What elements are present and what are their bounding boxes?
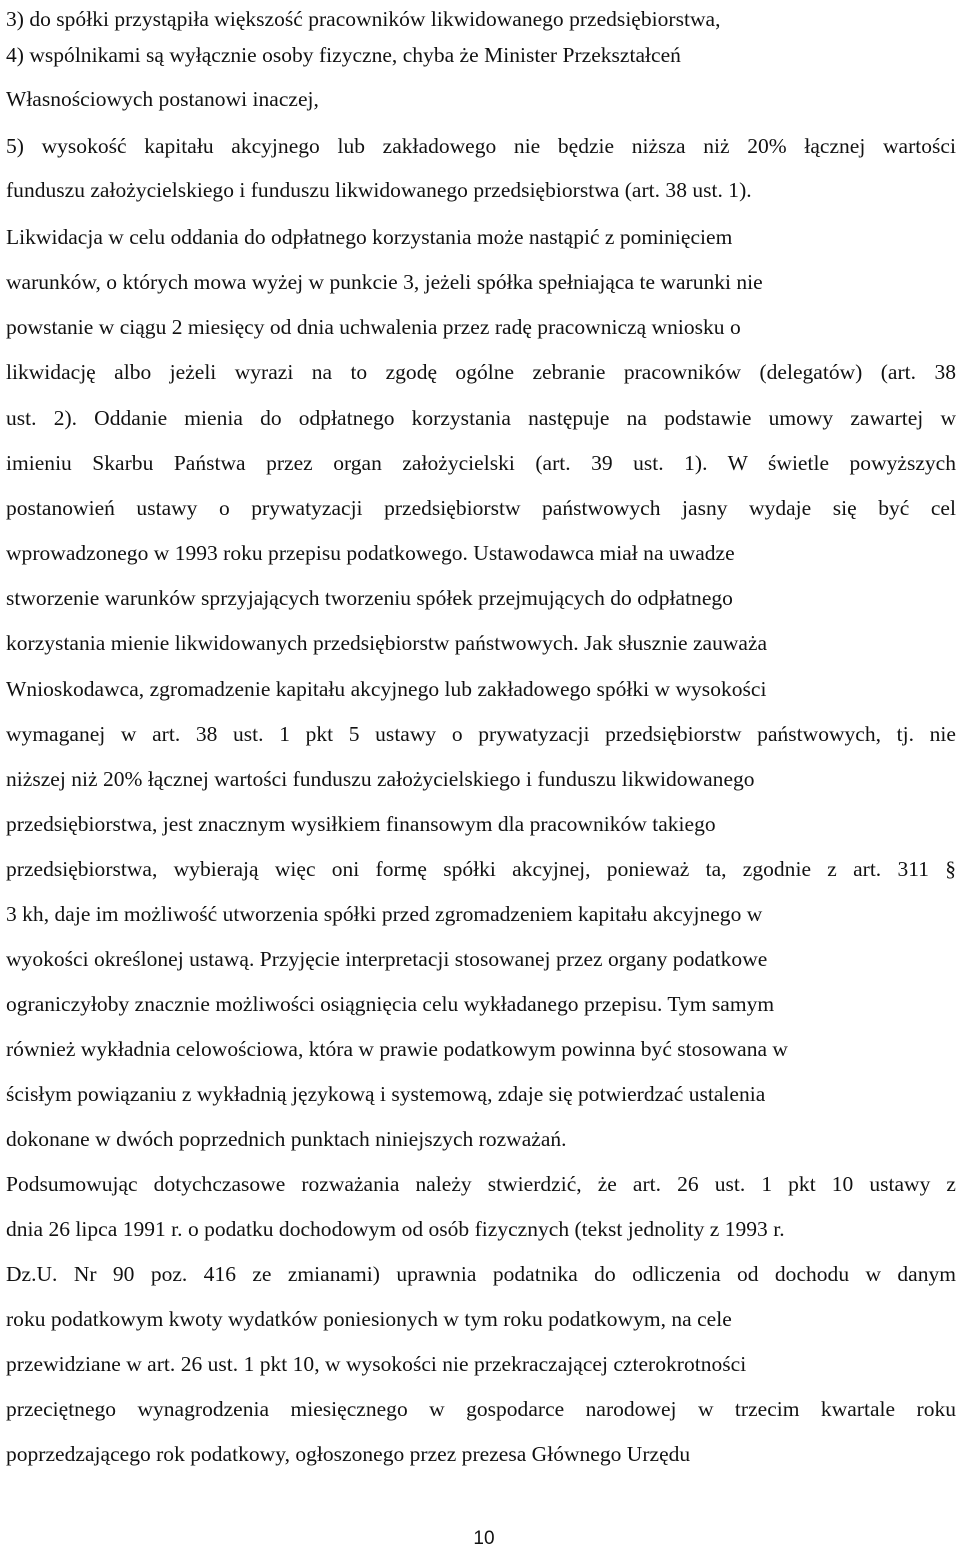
text-line: dokonane w dwóch poprzednich punktach niniejszych rozważań.	[6, 1127, 567, 1151]
page-number: 10	[473, 1528, 495, 1549]
text-line: Wnioskodawca, zgromadzenie kapitału akcyjnego lub zakładowego spółki w wysokości	[6, 677, 767, 701]
text-line: powstanie w ciągu 2 miesięcy od dnia uchwalenia przez radę pracowniczą wniosku o	[6, 315, 741, 339]
text-line: roku podatkowym kwoty wydatków poniesionych w tym roku podatkowym, na cele	[6, 1307, 732, 1331]
text-line: 4) wspólnikami są wyłącznie osoby fizyczne, chyba że Minister Przekształceń	[6, 43, 681, 67]
text-line: warunków, o których mowa wyżej w punkcie 3, jeżeli spółka spełniająca te warunki nie	[6, 270, 763, 294]
text-line: przedsiębiorstwa, wybierają więc oni formę spółki akcyjnej, ponieważ ta, zgodnie z art. 311 §	[6, 857, 956, 881]
text-line: stworzenie warunków sprzyjających tworzeniu spółek przejmujących do odpłatnego	[6, 586, 733, 610]
text-line: dnia 26 lipca 1991 r. o podatku dochodowym od osób fizycznych (tekst jednolity z 1993 r.	[6, 1217, 785, 1241]
text-line: Likwidacja w celu oddania do odpłatnego korzystania może nastąpić z pominięciem	[6, 225, 733, 249]
text-line: 5) wysokość kapitału akcyjnego lub zakładowego nie będzie niższa niż 20% łącznej wartości	[6, 134, 956, 158]
text-line: ust. 2). Oddanie mienia do odpłatnego korzystania następuje na podstawie umowy zawartej w	[6, 406, 956, 430]
text-line: Własnościowych postanowi inaczej,	[6, 87, 319, 111]
text-line: ścisłym powiązaniu z wykładnią językową i systemową, zdaje się potwierdzać ustalenia	[6, 1082, 766, 1106]
text-line: 3) do spółki przystąpiła większość pracowników likwidowanego przedsiębiorstwa,	[6, 7, 721, 31]
text-line: Dz.U. Nr 90 poz. 416 ze zmianami) uprawnia podatnika do odliczenia od dochodu w danym	[6, 1262, 956, 1286]
text-line: korzystania mienie likwidowanych przedsiębiorstw państwowych. Jak słusznie zauważa	[6, 631, 768, 655]
text-line: Podsumowując dotychczasowe rozważania należy stwierdzić, że art. 26 ust. 1 pkt 10 ustawy z	[6, 1172, 956, 1196]
text-line: likwidację albo jeżeli wyrazi na to zgodę ogólne zebranie pracowników (delegatów) (art. 38	[6, 360, 956, 384]
text-line: wyokości określonej ustawą. Przyjęcie interpretacji stosowanej przez organy podatkowe	[6, 947, 768, 971]
text-line: postanowień ustawy o prywatyzacji przedsiębiorstw państwowych jasny wydaje się być cel	[6, 496, 956, 520]
text-line: funduszu założycielskiego i funduszu likwidowanego przedsiębiorstwa (art. 38 ust. 1).	[6, 178, 752, 202]
text-line: niższej niż 20% łącznej wartości funduszu założycielskiego i funduszu likwidowanego	[6, 767, 755, 791]
text-line: wprowadzonego w 1993 roku przepisu podatkowego. Ustawodawca miał na uwadze	[6, 541, 735, 565]
text-line: 3 kh, daje im możliwość utworzenia spółki przed zgromadzeniem kapitału akcyjnego w	[6, 902, 763, 926]
text-line: poprzedzającego rok podatkowy, ogłoszonego przez prezesa Głównego Urzędu	[6, 1442, 691, 1466]
text-line: również wykładnia celowościowa, która w prawie podatkowym powinna być stosowana w	[6, 1037, 788, 1061]
text-line: przeciętnego wynagrodzenia miesięcznego w gospodarce narodowej w trzecim kwartale roku	[6, 1397, 956, 1421]
text-line: przewidziane w art. 26 ust. 1 pkt 10, w wysokości nie przekraczającej czterokrotności	[6, 1352, 747, 1376]
text-line: wymaganej w art. 38 ust. 1 pkt 5 ustawy o prywatyzacji przedsiębiorstw państwowych, tj. nie	[6, 722, 956, 746]
text-line: ograniczyłoby znacznie możliwości osiągnięcia celu wykładanego przepisu. Tym samym	[6, 992, 775, 1016]
text-line: przedsiębiorstwa, jest znacznym wysiłkiem finansowym dla pracowników takiego	[6, 812, 716, 836]
text-line: imieniu Skarbu Państwa przez organ założycielski (art. 39 ust. 1). W świetle powyższych	[6, 451, 956, 475]
